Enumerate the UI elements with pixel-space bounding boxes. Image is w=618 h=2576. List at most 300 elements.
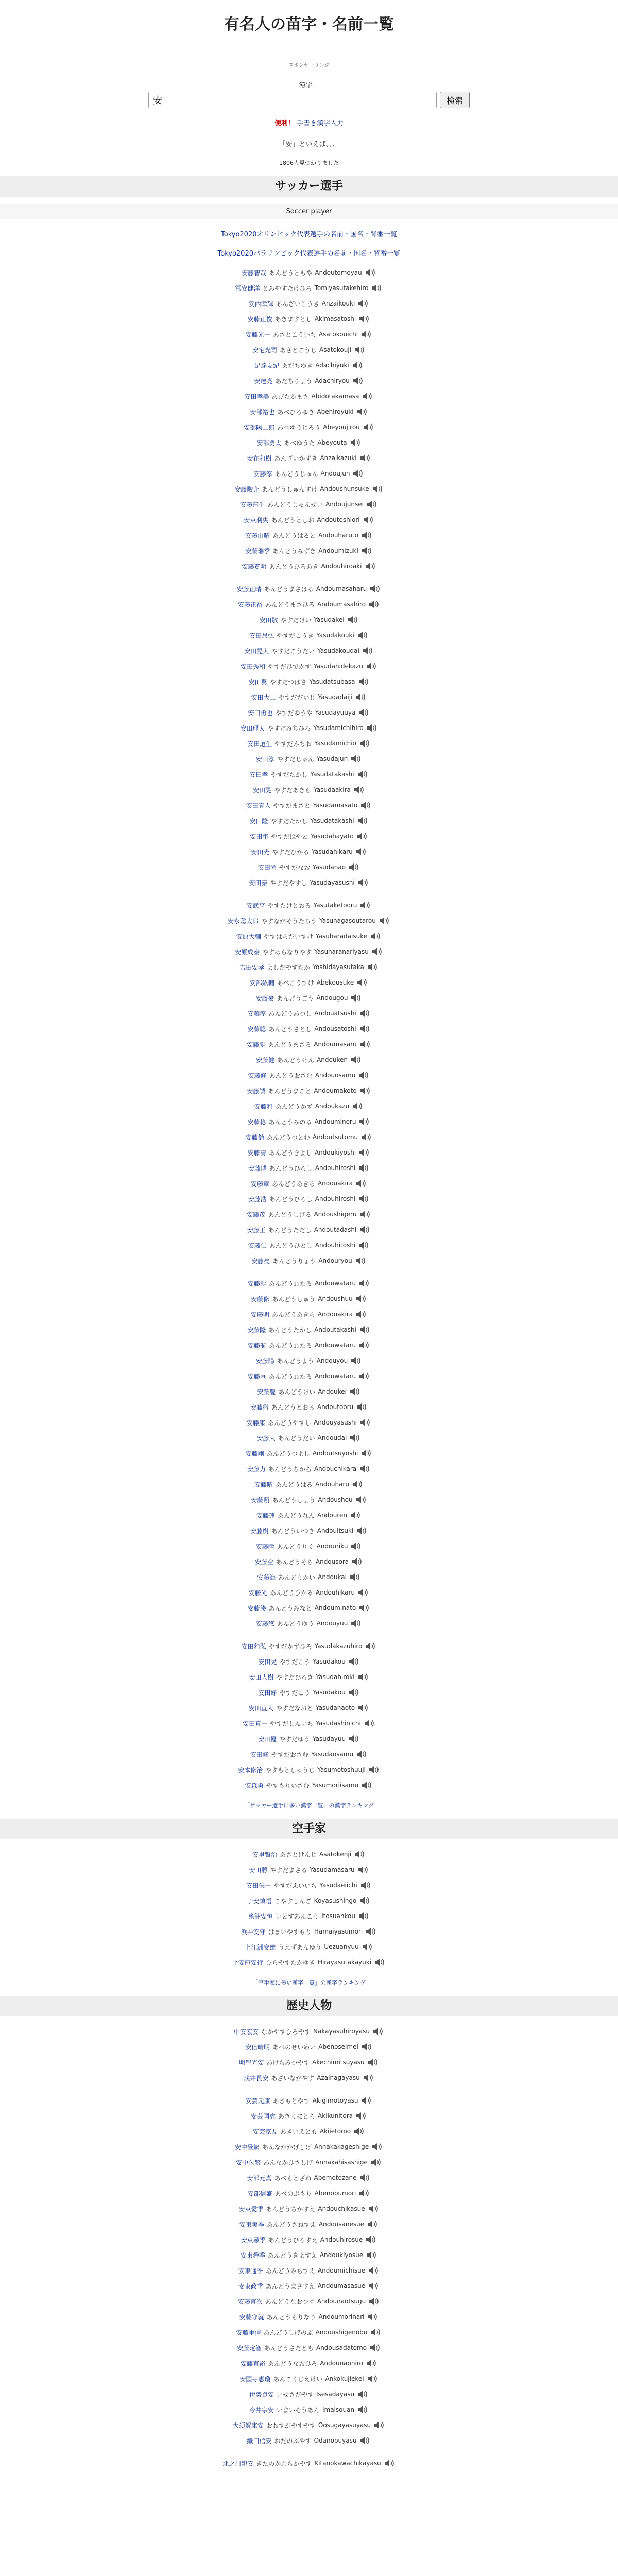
person-name-link[interactable]: 安藤茂 xyxy=(247,1211,266,1218)
person-name-link[interactable]: 安芸国虎 xyxy=(251,2112,276,2120)
person-name-link[interactable]: 安藤剛 xyxy=(245,1450,264,1458)
person-name-link[interactable]: 安藤章 xyxy=(250,1180,269,1188)
person-name-link[interactable]: 安田理大 xyxy=(240,724,265,732)
person-name-link[interactable]: 安藤淳 xyxy=(253,470,272,478)
person-name-link[interactable]: 浅井長安 xyxy=(244,2074,269,2082)
speaker-icon[interactable] xyxy=(366,498,378,511)
person-reading: あんどうそら xyxy=(276,1558,313,1566)
speaker-icon[interactable] xyxy=(368,598,380,611)
person-name-link[interactable]: 安藤悠 xyxy=(255,1620,274,1628)
person-name-link[interactable]: 安藤清 xyxy=(247,1149,266,1157)
speaker-icon[interactable] xyxy=(373,1956,386,1969)
speaker-icon[interactable] xyxy=(358,1146,370,1159)
speaker-icon[interactable] xyxy=(364,266,376,279)
person-name-link[interactable]: 安田秀和 xyxy=(241,663,266,670)
person-name-link[interactable]: 安田孝美 xyxy=(244,393,269,400)
speaker-icon[interactable] xyxy=(360,328,372,341)
kanji-search-input[interactable] xyxy=(148,92,437,108)
speaker-icon[interactable] xyxy=(363,1717,375,1730)
speaker-icon[interactable] xyxy=(357,297,369,310)
speaker-icon[interactable] xyxy=(366,2218,379,2230)
person-reading: あんどうひろすえ xyxy=(268,2236,318,2244)
person-name-link[interactable]: 安田翼 xyxy=(248,678,267,686)
person-name-link[interactable]: 安藤智哉 xyxy=(242,269,267,277)
person-reading: あんどうまさひろ xyxy=(265,601,315,608)
person-name-link[interactable]: 安田隆 xyxy=(249,817,268,825)
person-name-link[interactable]: 安部信盛 xyxy=(247,2190,272,2197)
speaker-icon[interactable] xyxy=(356,629,369,641)
person-name-link[interactable]: 安倍晴明 xyxy=(245,2043,270,2051)
person-name-link[interactable]: 安藤康 xyxy=(247,1419,266,1427)
person-name-link[interactable]: 安部元真 xyxy=(247,2174,272,2182)
person-name-link[interactable]: 伊勢貞安 xyxy=(249,2391,274,2398)
speaker-icon[interactable] xyxy=(357,1910,370,1922)
speaker-icon[interactable] xyxy=(354,691,367,703)
speaker-icon[interactable] xyxy=(358,1370,370,1382)
person-name-link[interactable]: 安藤直次 xyxy=(237,2298,263,2306)
list-item xyxy=(0,1430,618,1446)
speaker-icon[interactable] xyxy=(360,529,373,541)
speaker-icon[interactable] xyxy=(365,2233,377,2246)
speaker-icon[interactable] xyxy=(349,1385,361,1398)
person-name-link[interactable]: 安藤正晴 xyxy=(236,585,262,593)
speaker-icon[interactable] xyxy=(371,483,384,495)
person-reading: よしだやすたか xyxy=(267,963,311,971)
speaker-icon[interactable] xyxy=(358,2172,371,2184)
speaker-icon[interactable] xyxy=(347,614,359,626)
speaker-icon[interactable] xyxy=(358,1463,371,1475)
speaker-icon[interactable] xyxy=(355,2110,367,2122)
speaker-icon[interactable] xyxy=(383,2457,396,2469)
person-name-link[interactable]: 安藤晴 xyxy=(254,1481,273,1488)
list-item xyxy=(0,1384,618,1399)
person-name-link[interactable]: 安東利央 xyxy=(244,516,269,524)
list-item xyxy=(0,1337,618,1353)
speaker-icon[interactable] xyxy=(371,945,383,958)
person-name-link[interactable]: 安藤誠 xyxy=(247,1087,266,1095)
person-name-link[interactable]: 安藤陽 xyxy=(255,1357,274,1365)
speaker-icon[interactable] xyxy=(358,1324,371,1336)
speaker-icon[interactable] xyxy=(355,1293,367,1305)
speaker-icon[interactable] xyxy=(359,1038,371,1050)
person-reading: やすだかずひろ xyxy=(268,1642,312,1650)
person-name-link[interactable]: 安田光 xyxy=(251,848,270,856)
speaker-icon[interactable] xyxy=(359,799,372,811)
person-name-link[interactable]: 安藤浩 xyxy=(248,1195,267,1203)
speaker-icon[interactable] xyxy=(366,961,379,973)
speaker-icon[interactable] xyxy=(367,2280,380,2292)
person-romaji: Akiietomo xyxy=(319,2128,351,2135)
person-name-link[interactable]: 安東尋季 xyxy=(241,2236,266,2244)
person-name-link[interactable]: 安田真人 xyxy=(246,802,271,809)
speaker-icon[interactable] xyxy=(357,1193,370,1205)
person-name-link[interactable]: 安藤翔 xyxy=(251,1496,270,1504)
speaker-icon[interactable] xyxy=(355,1524,368,1537)
list-item xyxy=(0,2455,618,2471)
speaker-icon[interactable] xyxy=(361,1941,373,1953)
person-name-link[interactable]: 安本修治 xyxy=(238,1766,263,1774)
person-name-link[interactable]: 安藤直裕 xyxy=(241,2360,266,2367)
person-name-link[interactable]: 安田淳 xyxy=(255,755,274,763)
person-name-link[interactable]: 安藤淳生 xyxy=(240,501,265,509)
person-name-link[interactable]: 明智光安 xyxy=(239,2059,264,2066)
person-name-link[interactable]: 糸洲安恒 xyxy=(248,1912,273,1920)
speaker-icon[interactable] xyxy=(372,2025,384,2038)
speaker-icon[interactable] xyxy=(349,1571,361,1583)
person-name-link[interactable]: 今井宗安 xyxy=(249,2406,274,2414)
speaker-icon[interactable] xyxy=(353,784,365,796)
speaker-icon[interactable] xyxy=(360,2041,373,2053)
person-name-link[interactable]: 安藤豪 xyxy=(255,994,274,1002)
roster-link[interactable]: Tokyo2020パラリンピック代表選手の名前・国名・背番一覧 xyxy=(217,250,401,258)
person-name-link[interactable]: 安藤修 xyxy=(248,1072,267,1079)
speaker-icon[interactable] xyxy=(360,2094,372,2107)
speaker-icon[interactable] xyxy=(356,2388,369,2400)
person-name-link[interactable]: 安藤定智 xyxy=(236,2344,262,2352)
person-name-link[interactable]: 安田孝 xyxy=(249,771,268,778)
speaker-icon[interactable] xyxy=(349,1509,362,1521)
speaker-icon[interactable] xyxy=(362,514,374,526)
person-name-link[interactable]: 安原大輔 xyxy=(236,933,261,940)
person-name-link[interactable]: 安藤重信 xyxy=(236,2329,261,2336)
person-name-link[interactable]: 安藤樹 xyxy=(250,1527,269,1535)
speaker-icon[interactable] xyxy=(357,706,370,719)
person-name-link[interactable]: 安武亨 xyxy=(246,902,265,909)
speaker-icon[interactable] xyxy=(365,1925,377,1938)
speaker-icon[interactable] xyxy=(359,899,371,911)
speaker-icon[interactable] xyxy=(355,1494,367,1506)
person-name-link[interactable]: 安藤淳 xyxy=(247,1010,266,1018)
person-name-link[interactable]: 安藤空 xyxy=(254,1558,273,1566)
speaker-icon[interactable] xyxy=(365,2249,377,2261)
kanji-ranking-link[interactable]: 「空手家に多い漢字一覧」の漢字ランキング xyxy=(252,1979,366,1986)
person-name-link[interactable]: 安藤亮 xyxy=(251,1257,270,1265)
speaker-icon[interactable] xyxy=(355,1308,367,1320)
person-name-link[interactable]: 安田優 xyxy=(258,1735,277,1743)
person-name-link[interactable]: 安東政季 xyxy=(238,2282,263,2290)
person-name-link[interactable]: 安在和樹 xyxy=(247,454,272,462)
person-reading: ひらやすたかゆき xyxy=(265,1959,315,1967)
speaker-icon[interactable] xyxy=(358,1277,370,1290)
person-name-link[interactable]: 浜井安守 xyxy=(241,1928,266,1936)
person-name-link[interactable]: 安田道生 xyxy=(247,740,272,748)
speaker-icon[interactable] xyxy=(348,1686,360,1699)
speaker-icon[interactable] xyxy=(367,2202,380,2215)
person-name-link[interactable]: 安達亮 xyxy=(254,377,273,385)
speaker-icon[interactable] xyxy=(353,1848,366,1860)
person-name-link[interactable]: 安田勇也 xyxy=(248,709,273,717)
person-name-link[interactable]: 安藤正俊 xyxy=(247,315,272,323)
list-item xyxy=(0,1129,618,1145)
speaker-icon[interactable] xyxy=(360,545,373,557)
person-name-link[interactable]: 安藤亘 xyxy=(247,1372,266,1380)
person-name-link[interactable]: 安田和弘 xyxy=(241,1642,266,1650)
speaker-icon[interactable] xyxy=(370,2156,382,2168)
speaker-icon[interactable] xyxy=(370,282,383,294)
person-name-link[interactable]: 安中久繁 xyxy=(236,2159,261,2166)
person-name-link[interactable]: 安藤徹 xyxy=(250,1403,269,1411)
person-name-link[interactable]: 安宅光司 xyxy=(252,346,277,354)
speaker-icon[interactable] xyxy=(355,1177,367,1190)
speaker-icon[interactable] xyxy=(358,1602,370,1614)
person-name-link[interactable]: 安田修 xyxy=(250,1751,269,1758)
person-name-link[interactable]: 安藤陸 xyxy=(255,1543,274,1550)
person-name-link[interactable]: 安藤隆 xyxy=(247,1326,266,1334)
person-name-link[interactable]: 安田晃 xyxy=(253,786,272,794)
speaker-icon[interactable] xyxy=(355,1748,368,1760)
speaker-icon[interactable] xyxy=(359,1879,372,1891)
person-name-link[interactable]: 安藤光 xyxy=(249,1589,268,1597)
person-name-link[interactable]: 安田晃大 xyxy=(244,647,269,655)
person-name-link[interactable]: 安藤力 xyxy=(247,1465,266,1473)
person-name-link[interactable]: 安藤守就 xyxy=(239,2313,264,2321)
speaker-icon[interactable] xyxy=(365,2357,377,2369)
speaker-icon[interactable] xyxy=(358,1894,371,1907)
speaker-icon[interactable] xyxy=(357,1863,369,1876)
person-name-link[interactable]: 安田晃 xyxy=(258,1658,277,1666)
person-name-link[interactable]: 安田大樹 xyxy=(249,1673,274,1681)
speaker-icon[interactable] xyxy=(356,830,368,842)
list-item xyxy=(0,1585,618,1600)
person-name-link[interactable]: 安藤健 xyxy=(256,1056,275,1064)
speaker-icon[interactable] xyxy=(369,583,381,595)
person-name-link[interactable]: 安藤大 xyxy=(256,1434,276,1442)
person-name-link[interactable]: 安藤光一 xyxy=(245,331,270,338)
person-name-link[interactable]: 安藤瑞季 xyxy=(245,547,270,555)
person-name-link[interactable]: 安田隼 xyxy=(250,833,269,840)
person-name-link[interactable]: 大須賀康安 xyxy=(232,2421,264,2429)
person-reading: あんどうれん xyxy=(277,1512,315,1519)
list-item xyxy=(0,720,618,736)
speaker-icon[interactable] xyxy=(354,1255,367,1267)
person-reading: あんどうかい xyxy=(278,1573,316,1581)
speaker-icon[interactable] xyxy=(359,1208,371,1221)
person-name-link[interactable]: 平安座安行 xyxy=(232,1959,263,1967)
list-item xyxy=(0,2070,618,2086)
speaker-icon[interactable] xyxy=(350,992,362,1004)
list-item xyxy=(0,1191,618,1207)
roster-link[interactable]: Tokyo2020オリンピック代表選手の名前・国名・背番一覧 xyxy=(221,231,397,239)
person-name-link[interactable]: 安藤勝 xyxy=(247,1041,266,1048)
speaker-icon[interactable] xyxy=(373,2419,385,2431)
speaker-icon[interactable] xyxy=(351,1478,364,1490)
person-name-link[interactable]: 安藤蓮 xyxy=(256,1512,275,1519)
speaker-icon[interactable] xyxy=(367,2264,380,2277)
speaker-icon[interactable] xyxy=(365,660,377,672)
speaker-icon[interactable] xyxy=(360,1131,372,1143)
person-name-link[interactable]: 安藤寛明 xyxy=(242,563,267,570)
person-name-link[interactable]: 安藤修 xyxy=(251,1295,270,1303)
person-name-link[interactable]: 足達友紀 xyxy=(254,362,280,369)
person-name-link[interactable]: 安田勝 xyxy=(249,1866,268,1874)
speaker-icon[interactable] xyxy=(358,1339,370,1351)
person-name-link[interactable]: 安中景繁 xyxy=(234,2143,260,2151)
person-name-link[interactable]: 安田真一 xyxy=(243,1720,268,1727)
person-name-link[interactable]: 安藤慶 xyxy=(257,1388,276,1396)
person-name-link[interactable]: 安森勇 xyxy=(245,1782,264,1789)
speaker-icon[interactable] xyxy=(357,876,369,889)
speaker-icon[interactable] xyxy=(359,1416,371,1429)
person-name-link[interactable]: 安藤正裕 xyxy=(237,601,263,608)
speaker-icon[interactable] xyxy=(358,1023,371,1035)
speaker-icon[interactable] xyxy=(359,1084,371,1097)
person-name-link[interactable]: 安藤由晴 xyxy=(245,532,270,539)
speaker-icon[interactable] xyxy=(358,1224,371,1236)
person-name-link[interactable]: 安東実季 xyxy=(239,2221,264,2228)
speaker-icon[interactable] xyxy=(351,1555,363,1568)
person-romaji: Andounaotsugu xyxy=(317,2298,366,2305)
speaker-icon[interactable] xyxy=(350,1540,362,1552)
person-reading: あんどうはると xyxy=(272,532,316,539)
person-name-link[interactable]: 安藤明 xyxy=(250,1311,269,1318)
person-name-link[interactable]: 安藤和 xyxy=(254,1103,273,1110)
person-name-link[interactable]: 安田昂弘 xyxy=(249,632,274,639)
speaker-icon[interactable] xyxy=(357,1162,370,1174)
speaker-icon[interactable] xyxy=(358,2434,371,2447)
person-name-link[interactable]: 冨安健洋 xyxy=(235,284,260,292)
person-name-link[interactable]: 安東愛季 xyxy=(238,2205,264,2213)
person-name-link[interactable]: 安藤勉 xyxy=(245,1133,264,1141)
speaker-icon[interactable] xyxy=(358,1007,371,1020)
person-romaji: Akigimotoyasu xyxy=(312,2097,358,2104)
person-name-link[interactable]: 安田直人 xyxy=(248,1704,273,1712)
person-name-link[interactable]: 安藤湊 xyxy=(247,1604,266,1612)
person-name-link[interactable]: 安藤駿介 xyxy=(234,485,260,493)
speaker-icon[interactable] xyxy=(356,405,368,418)
speaker-icon[interactable] xyxy=(356,768,369,781)
speaker-icon[interactable] xyxy=(366,2311,379,2323)
list-item xyxy=(0,1477,618,1492)
speaker-icon[interactable] xyxy=(358,2187,370,2199)
speaker-icon[interactable] xyxy=(368,1764,380,1776)
person-name-link[interactable]: 安原成泰 xyxy=(235,948,260,956)
kanji-ranking-link[interactable]: 「サッカー選手に多い漢字一覧」の漢字ランキング xyxy=(244,1802,374,1809)
speaker-icon[interactable] xyxy=(357,1586,369,1599)
speaker-icon[interactable] xyxy=(362,421,374,433)
person-name-link[interactable]: 安藤博 xyxy=(248,1164,267,1172)
person-name-link[interactable]: 安部勇太 xyxy=(256,439,282,447)
speaker-icon[interactable] xyxy=(366,2372,379,2385)
speaker-icon[interactable] xyxy=(350,753,362,765)
speaker-icon[interactable] xyxy=(353,344,366,356)
person-name-link[interactable]: 上江洲安雄 xyxy=(245,1943,276,1951)
person-name-link[interactable]: 安田大二 xyxy=(251,693,276,701)
person-name-link[interactable]: 中安宏安 xyxy=(233,2028,259,2036)
list-item xyxy=(0,1924,618,1939)
speaker-icon[interactable] xyxy=(356,2403,369,2416)
person-name-link[interactable]: 安藤聡 xyxy=(247,1025,266,1033)
person-name-link[interactable]: 織田信安 xyxy=(247,2437,272,2445)
speaker-icon[interactable] xyxy=(350,1054,362,1066)
speaker-icon[interactable] xyxy=(369,2326,382,2338)
speaker-icon[interactable] xyxy=(351,1100,364,1112)
speaker-icon[interactable] xyxy=(357,675,370,688)
speaker-icon[interactable] xyxy=(368,2295,380,2308)
speaker-icon[interactable] xyxy=(357,1239,370,1251)
speaker-icon[interactable] xyxy=(367,2056,379,2069)
speaker-icon[interactable] xyxy=(359,452,371,464)
person-name-link[interactable]: 安田栄一 xyxy=(246,1882,271,1889)
person-romaji: Akimasatoshi xyxy=(314,315,356,323)
speaker-icon[interactable] xyxy=(355,1401,368,1413)
list-item xyxy=(0,2294,618,2309)
person-name-link[interactable]: 安田泰 xyxy=(249,879,268,887)
handwriting-input-link[interactable]: 手書き漢字入力 xyxy=(297,120,344,127)
speaker-icon[interactable] xyxy=(358,737,371,750)
speaker-icon[interactable] xyxy=(364,1640,376,1652)
speaker-icon[interactable] xyxy=(360,1447,372,1460)
person-name-link[interactable]: 安芸元康 xyxy=(245,2097,270,2105)
speaker-icon[interactable] xyxy=(348,1733,360,1745)
person-name-link[interactable]: 安芸家友 xyxy=(252,2128,278,2136)
speaker-icon[interactable] xyxy=(369,930,382,942)
speaker-icon[interactable] xyxy=(356,976,368,989)
person-name-link[interactable]: 安西幸輝 xyxy=(248,300,273,308)
speaker-icon[interactable] xyxy=(352,375,364,387)
person-name-link[interactable]: 安藤海 xyxy=(257,1573,276,1581)
speaker-icon[interactable] xyxy=(352,467,364,480)
search-button[interactable]: 検索 xyxy=(440,92,470,108)
speaker-icon[interactable] xyxy=(355,845,367,858)
speaker-icon[interactable] xyxy=(371,2141,383,2153)
speaker-icon[interactable] xyxy=(350,1617,362,1630)
speaker-icon[interactable] xyxy=(353,2125,365,2138)
speaker-icon[interactable] xyxy=(378,914,390,927)
speaker-icon[interactable] xyxy=(369,2342,381,2354)
speaker-icon[interactable] xyxy=(349,436,362,449)
speaker-icon[interactable] xyxy=(360,1779,373,1791)
speaker-icon[interactable] xyxy=(350,1354,362,1367)
person-name-link[interactable]: 安田尚 xyxy=(258,863,277,871)
person-name-link[interactable]: 安里賢治 xyxy=(252,1851,277,1858)
speaker-icon[interactable] xyxy=(356,815,369,827)
speaker-icon[interactable] xyxy=(357,1671,369,1683)
person-name-link[interactable]: 安永聡太郎 xyxy=(228,917,259,925)
speaker-icon[interactable] xyxy=(357,1069,370,1081)
list-item xyxy=(0,2170,618,2185)
person-name-link[interactable]: 安田好 xyxy=(258,1689,277,1697)
person-romaji: Andoukai xyxy=(318,1573,347,1581)
person-name-link[interactable]: 安藤航 xyxy=(247,1342,266,1349)
person-name-link[interactable]: 安藤稔 xyxy=(247,1118,266,1126)
person-name-link[interactable]: 安東通季 xyxy=(238,2267,263,2275)
person-name-link[interactable]: 安田敬 xyxy=(259,616,278,624)
speaker-icon[interactable] xyxy=(351,359,364,371)
person-name-link[interactable]: 安東舜季 xyxy=(240,2251,265,2259)
speaker-icon[interactable] xyxy=(348,1655,360,1668)
person-name-link[interactable]: 安藤正 xyxy=(247,1226,266,1234)
person-name-link[interactable]: 安藤渉 xyxy=(247,1280,266,1287)
person-name-link[interactable]: 安部陽二郎 xyxy=(244,423,275,431)
speaker-icon[interactable] xyxy=(362,645,374,657)
speaker-icon[interactable] xyxy=(349,1432,361,1444)
person-name-link[interactable]: 吉田安孝 xyxy=(239,963,265,971)
speaker-icon[interactable] xyxy=(366,722,378,734)
speaker-icon[interactable] xyxy=(362,2072,374,2084)
speaker-icon[interactable] xyxy=(348,861,360,873)
person-name-link[interactable]: 安部裕也 xyxy=(250,408,275,416)
speaker-icon[interactable] xyxy=(358,1115,370,1128)
person-name-link[interactable]: 安部紘輔 xyxy=(249,979,274,987)
speaker-icon[interactable] xyxy=(358,313,370,325)
person-name-link[interactable]: 子安慎悟 xyxy=(247,1897,272,1905)
speaker-icon[interactable] xyxy=(364,560,376,572)
speaker-icon[interactable] xyxy=(361,390,373,402)
person-name-link[interactable]: 北之川親安 xyxy=(222,2460,254,2467)
speaker-icon[interactable] xyxy=(357,1702,369,1714)
person-name-link[interactable]: 安国寺恵瓊 xyxy=(239,2375,271,2383)
person-name-link[interactable]: 安藤仁 xyxy=(248,1242,267,1249)
